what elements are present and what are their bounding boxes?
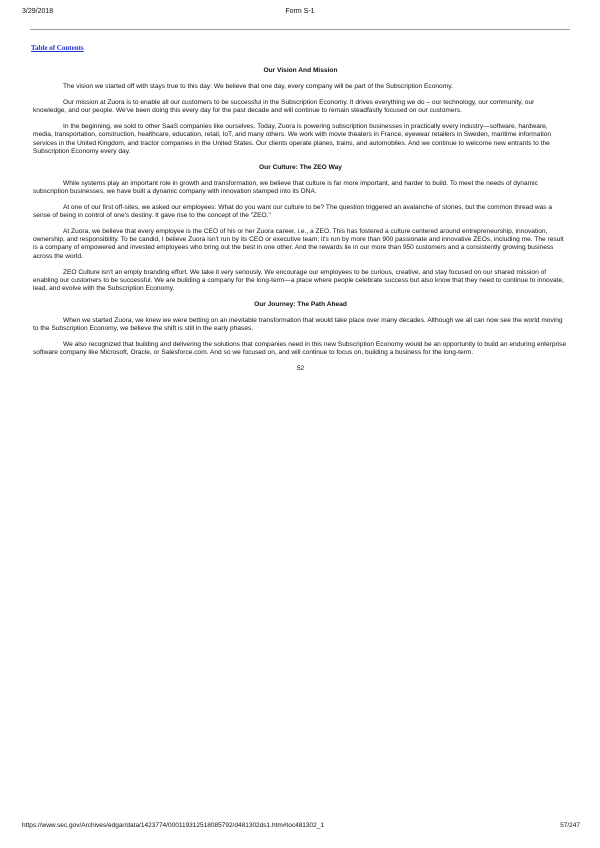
section-culture	[33, 164, 568, 293]
table-of-contents-link[interactable]: Table of Contents	[31, 44, 84, 52]
footer-page-count: 57/247	[560, 822, 580, 829]
paragraph: The vision we started off with stays true to this day: We believe that one day, every company will be part of the Subscription Economy.	[63, 83, 453, 91]
footer-url: https://www.sec.gov/Archives/edgar/data/1423774/000119312518085792/d481302ds1.htm#toc481302_1	[22, 822, 324, 829]
section-heading: Our Vision And Mission	[263, 67, 338, 74]
paragraph: Our mission at Zuora is to enable all our customers to be successful in the Subscription Economy. It drives everything we do – our technology, our community, our knowledge, and our people. We've been doing this every day for the past decade and will continue to remain steadfastly focused on our customers.	[33, 99, 535, 115]
section-heading: Our Culture: The ZEO Way	[259, 163, 342, 171]
paragraph: When we started Zuora, we knew we were betting on an inevitable transformation that would take place over many decades. Although we all can now see the world moving to the Subscription Economy, we believe the shift is still in the early phases.	[33, 316, 563, 333]
header-divider	[30, 29, 570, 30]
section-journey	[33, 301, 568, 357]
section-vision-mission	[33, 67, 568, 156]
paragraph: At one of our first off-sites, we asked our employees: What do you want our culture to be? The question triggered an avalanche of stories, but the common thread was a sense of being in control of one's destiny. It gave rise to the concept of the "ZEO."	[33, 204, 553, 220]
paragraph: We also recognized that building and delivering the solutions that companies need in this new Subscription Economy would be an opportunity to build an enduring enterprise software company like Microsoft, Oracle, or Salesforce.com. And so we focused on, and will continue to focus on, building a business for the long-term.	[33, 341, 567, 357]
document-body	[33, 67, 568, 373]
page-number: 52	[296, 365, 305, 373]
document-title: Form S-1	[285, 8, 315, 15]
paragraph: While systems play an important role in growth and transformation, we believe that culture is far more important, and harder to build. To meet the needs of dynamic subscription businesses, we have built a dynamic company with innovation stamped into its DNA.	[33, 179, 538, 195]
paragraph: At Zuora, we believe that every employee is the CEO of his or her Zuora career, i.e., a ZEO. This has fostered a culture centered around entrepreneurship, innovation, ownership, and responsibility. To be candid, I believe Zuora isn't run by its CEO or executive team; it's run by more than 900 passionate and innovative ZEOs, including me. The result is a company of empowered and invested employees who bring out the best in one other. And the rewards lie in our more than 950 customers and a consistently growing business across the world.	[33, 228, 564, 260]
paragraph: In the beginning, we sold to other SaaS companies like ourselves. Today, Zuora is powering subscription businesses in practically every industry—software, hardware, media, transportation, construction, healthcare, education, retail, IoT, and many others. We work with movie theaters in France, eyewear retailers in Sweden, maritime information services in the United Kingdom, and tractor companies in the United States. Our clients operate planes, trains, and automobiles. And we continue to welcome new entrants to the Subscription Economy every day.	[33, 123, 552, 155]
print-date: 3/29/2018	[22, 8, 54, 15]
paragraph: ZEO Culture isn't an empty branding effort. We take it very seriously. We encourage our employees to be curious, creative, and stay focused on our shared mission of enabling our customers to be successful. We are building a company for the long-term—a place where people celebrate success but also know that they need to continue to innovate, lead, and evolve with the Subscription Economy.	[33, 268, 564, 292]
section-heading: Our Journey: The Path Ahead	[254, 300, 347, 308]
